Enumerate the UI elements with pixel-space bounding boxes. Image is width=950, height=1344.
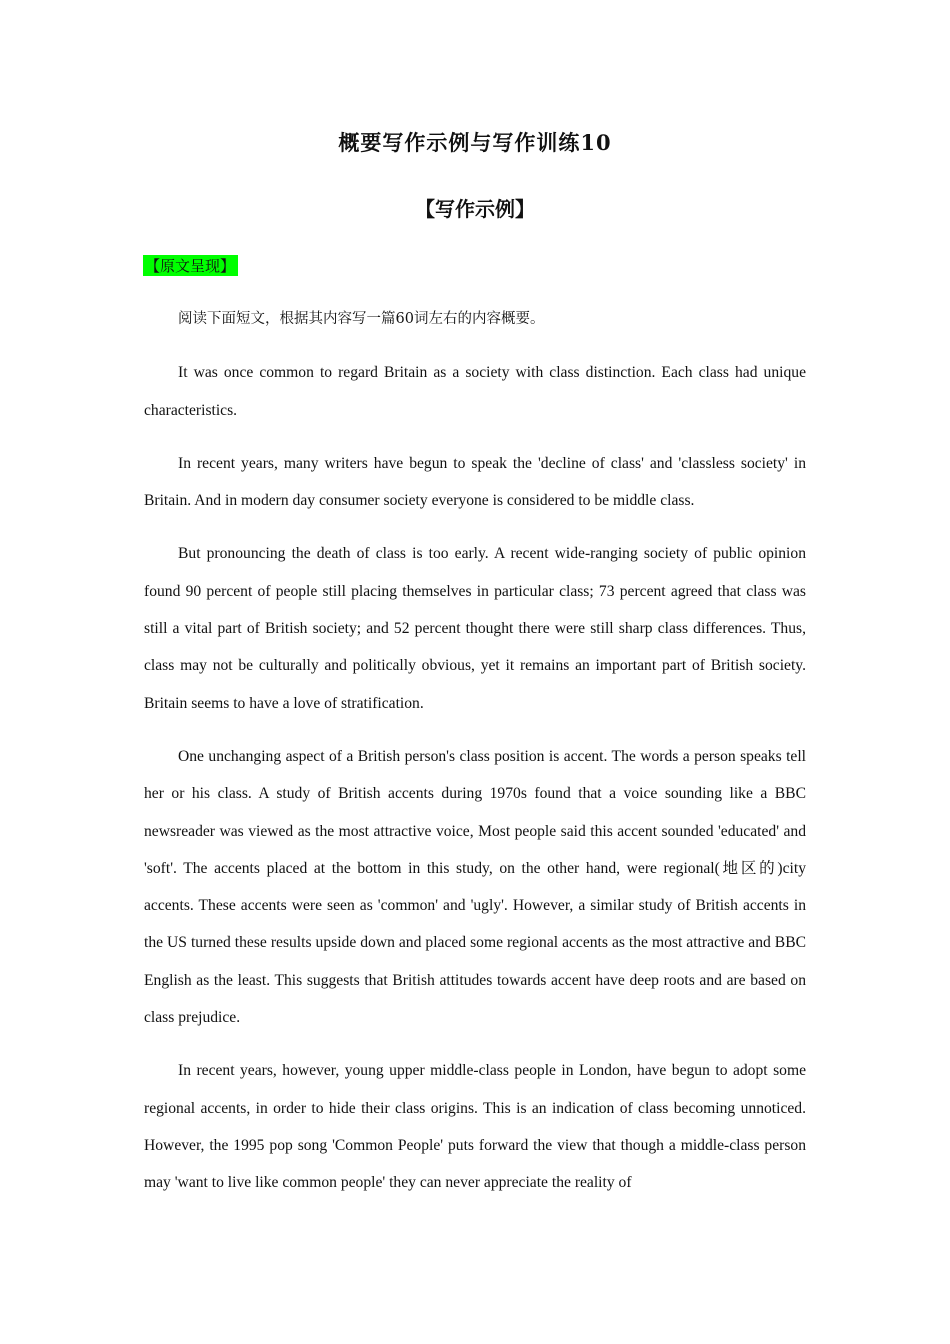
instruction-text: 阅读下面短文，根据其内容写一篇60词左右的内容概要。 bbox=[178, 311, 545, 327]
paragraph: In recent years, many writers have begun to speak the 'decline of class' and 'classless society' in Britain. And in modern day consumer society everyone is considered to be middle class. bbox=[144, 454, 806, 510]
paragraph: It was once common to regard Britain as a society with class distinction. Each class had unique characteristics. bbox=[144, 364, 806, 419]
paragraph: One unchanging aspect of a British person's class position is accent. The words a person speaks tell her or his class. A study of British accents during 1970s found that a voice sounding like a BBC newsreader was viewed as the most attractive voice, Most people said this accent sounded 'educated' and 'soft'. The accents placed at the bottom in this study, on the other hand, were regional(地区的)city accents. These accents were seen as 'common' and 'ugly'. However, a similar study of British accents in the US turned these results upside down and placed some regional accents as the most attractive and BBC English as the least. This suggests that British attitudes towards accent have deep roots and are based on class prejudice. bbox=[144, 747, 806, 1027]
paragraph: In recent years, however, young upper middle-class people in London, have begun to adopt some regional accents, in order to hide their class origins. This is an indication of class becoming unnoticed. However, the 1995 pop song 'Common People' puts forward the view that though a middle-class person may 'want to live like common people' they can never appreciate the reality of bbox=[144, 1062, 806, 1192]
highlight-tag: 【原文呈现】 bbox=[143, 255, 238, 276]
article-body bbox=[144, 301, 806, 1218]
paragraph: But pronouncing the death of class is too early. A recent wide-ranging society of public opinion found 90 percent of people still placing themselves in particular class; 73 percent agreed that class was still a vital part of British society; and 52 percent thought there were still sharp class differences. Thus, class may not be culturally and politically obvious, yet it remains an important part of British society. Britain seems to have a love of stratification. bbox=[144, 545, 806, 712]
section-heading: 【写作示例】 bbox=[415, 197, 535, 221]
page-title: 概要写作示例与写作训练10 bbox=[338, 130, 612, 155]
